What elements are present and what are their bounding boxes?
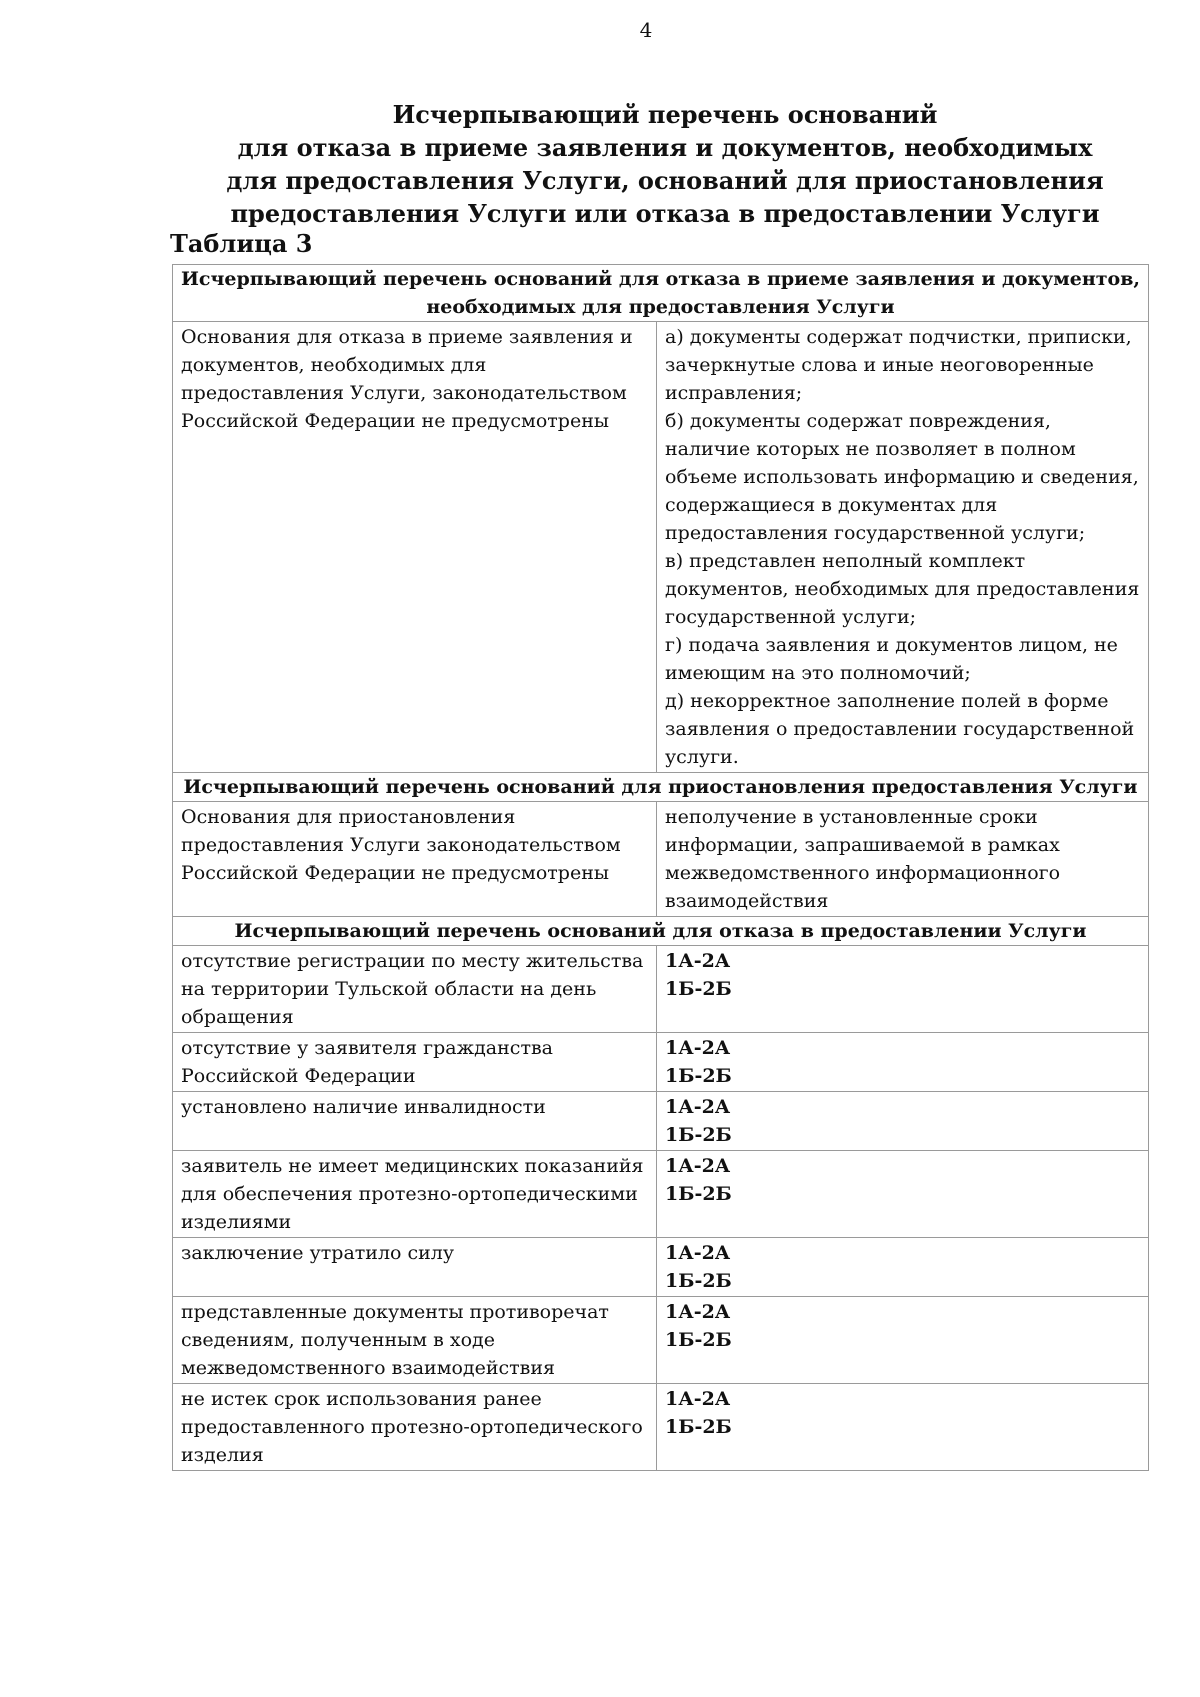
list-item: в) представлен неполный комплект документов, необходимых для предоставления государственной услуги; — [665, 550, 1140, 628]
reason-cell: заявитель не имеет медицинских показанийя для обеспечения протезно-ортопедическими изделиями — [173, 1151, 657, 1238]
table-row — [173, 1238, 1149, 1297]
code-value: 1Б-2Б — [665, 978, 732, 1000]
table-row — [173, 1092, 1149, 1151]
page-number: 4 — [639, 18, 653, 42]
title-line: Исчерпывающий перечень оснований — [392, 100, 938, 129]
grounds-table — [172, 264, 1149, 1471]
section-header-row — [173, 773, 1149, 802]
list-item: д) некорректное заполнение полей в форме заявления о предоставлении государственной услуги. — [665, 690, 1135, 768]
reason-cell: установлено наличие инвалидности — [173, 1092, 657, 1151]
code-value: 1Б-2Б — [665, 1124, 732, 1146]
code-value: 1А-2А — [665, 1096, 731, 1118]
code-value: 1Б-2Б — [665, 1065, 732, 1087]
table-row — [173, 322, 1149, 773]
title-line: для предоставления Услуги, оснований для приостановления — [226, 166, 1104, 195]
code-value: 1А-2А — [665, 1242, 731, 1264]
section2-left-cell: Основания для приостановления предоставления Услуги законодательством Российской Федерации не предусмотрены — [173, 802, 657, 917]
section3-header: Исчерпывающий перечень оснований для отказа в предоставлении Услуги — [173, 917, 1149, 946]
reason-cell: не истек срок использования ранее предоставленного протезно-ортопедического изделия — [173, 1384, 657, 1471]
codes-cell — [657, 1151, 1149, 1238]
table-row — [173, 1151, 1149, 1238]
code-value: 1Б-2Б — [665, 1270, 732, 1292]
code-value: 1А-2А — [665, 950, 731, 972]
reason-cell: заключение утратило силу — [173, 1238, 657, 1297]
document-title — [170, 98, 1160, 230]
codes-cell — [657, 946, 1149, 1033]
code-value: 1Б-2Б — [665, 1416, 732, 1438]
codes-cell — [657, 1033, 1149, 1092]
table-row — [173, 1297, 1149, 1384]
reason-cell: отсутствие у заявителя гражданства Российской Федерации — [173, 1033, 657, 1092]
reason-cell: представленные документы противоречат сведениям, полученным в ходе межведомственного взаимодействия — [173, 1297, 657, 1384]
code-value: 1А-2А — [665, 1301, 731, 1323]
table-row — [173, 1033, 1149, 1092]
table-row — [173, 946, 1149, 1033]
code-value: 1А-2А — [665, 1037, 731, 1059]
codes-cell — [657, 1238, 1149, 1297]
code-value: 1А-2А — [665, 1155, 731, 1177]
section1-header: Исчерпывающий перечень оснований для отказа в приеме заявления и документов, необходимых для предоставления Услуги — [173, 265, 1149, 322]
table-label: Таблица 3 — [170, 229, 313, 258]
section2-right-cell: неполучение в установленные сроки информации, запрашиваемой в рамках межведомственного информационного взаимодействия — [657, 802, 1149, 917]
code-value: 1Б-2Б — [665, 1183, 732, 1205]
section-header-row — [173, 917, 1149, 946]
table-row — [173, 1384, 1149, 1471]
list-item: а) документы содержат подчистки, приписки, зачеркнутые слова и иные неоговоренные исправления; — [665, 326, 1132, 404]
code-value: 1А-2А — [665, 1388, 731, 1410]
code-value: 1Б-2Б — [665, 1329, 732, 1351]
table-row — [173, 802, 1149, 917]
list-item: б) документы содержат повреждения, наличие которых не позволяет в полном объеме использовать информацию и сведения, содержащиеся в документах для предоставления государственной услуги; — [665, 410, 1139, 544]
title-line: для отказа в приеме заявления и документов, необходимых — [237, 133, 1093, 162]
codes-cell — [657, 1297, 1149, 1384]
section-header-row — [173, 265, 1149, 322]
codes-cell — [657, 1384, 1149, 1471]
codes-cell — [657, 1092, 1149, 1151]
section1-right-cell — [657, 322, 1149, 773]
list-item: г) подача заявления и документов лицом, не имеющим на это полномочий; — [665, 634, 1118, 684]
section1-left-cell: Основания для отказа в приеме заявления и документов, необходимых для предоставления Услуги, законодательством Российской Федерации не предусмотрены — [173, 322, 657, 773]
title-line: предоставления Услуги или отказа в предоставлении Услуги — [230, 199, 1100, 228]
section2-header: Исчерпывающий перечень оснований для приостановления предоставления Услуги — [173, 773, 1149, 802]
reason-cell: отсутствие регистрации по месту жительства на территории Тульской области на день обращения — [173, 946, 657, 1033]
